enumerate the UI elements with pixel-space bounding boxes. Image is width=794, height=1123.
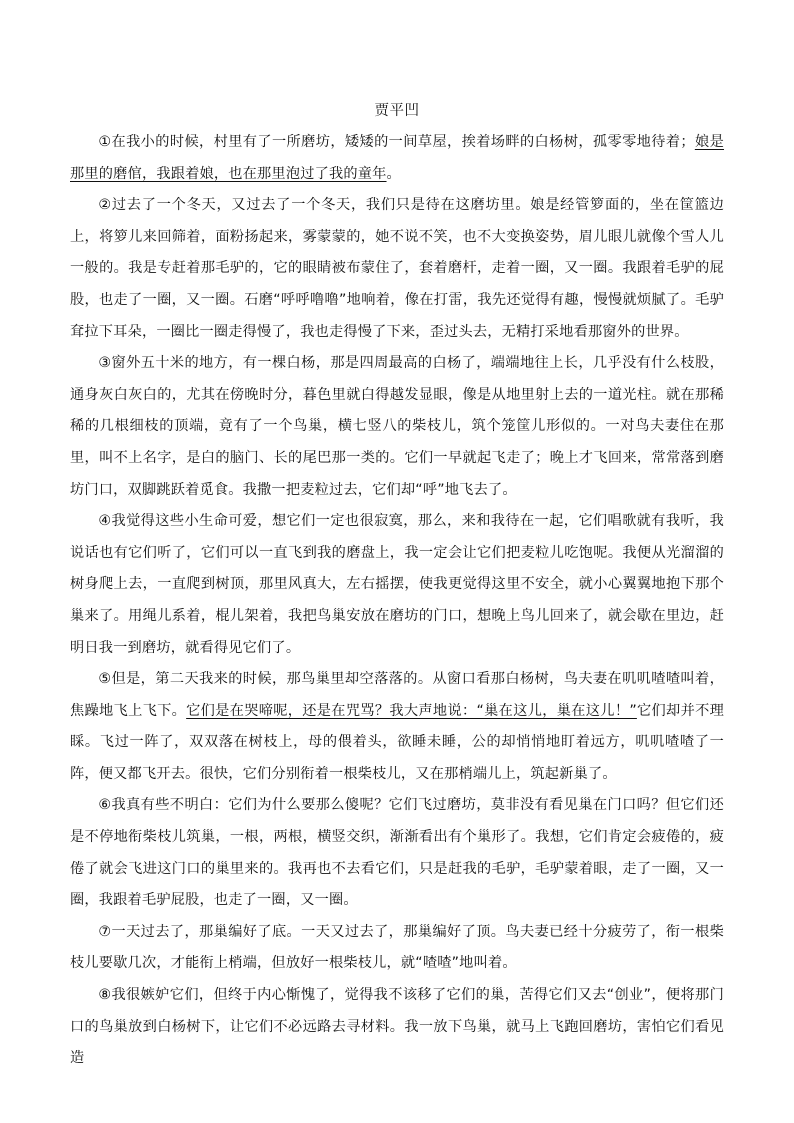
paragraph-text: 它们却并不理睬。飞过一阵了，双双落在树枝上，母的偎着头，欲睡未睡，公的却悄悄地盯着远方，叽叽喳喳了一阵，便又都飞开去。很快，它们分别衔着一根柴枝儿，又在那梢端儿上，筑起新巢了。 xyxy=(70,702,724,782)
paragraph-text: ⑤但是，第二天我来的时候，那鸟巢里却空落落的。从窗口看那白杨树，鸟夫妻在叽叽喳喳叫着，焦躁地飞上飞下。 xyxy=(70,671,724,719)
author-name: 贾平凹 xyxy=(374,103,420,119)
paragraph-2 xyxy=(70,190,724,348)
paragraph-5 xyxy=(70,664,724,790)
underlined-sentence: 它们是在哭啼呢，还是在咒骂？我大声地说：“巢在这儿，巢在这儿！” xyxy=(186,702,637,719)
article xyxy=(70,98,724,1075)
paragraph-text: ⑦一天过去了，那巢编好了底。一天又过去了，那巢编好了顶。鸟夫妻已经十分疲劳了，衔一根柴枝儿要歇几次，才能衔上梢端，但放好一根柴枝儿，就“喳喳”地叫着。 xyxy=(70,923,724,972)
paragraph-text: ③窗外五十米的地方，有一棵白杨，那是四周最高的白杨了，端端地往上长，几乎没有什么枝股，通身灰白灰白的，尤其在傍晚时分，暮色里就白得越发显眼，像是从地里射上去的一道光柱。就在那稀稀的几根细枝的顶端，竟有了一个鸟巢，横七竖八的柴枝儿，筑个笼筐儿形似的。一对鸟夫妻住在那里，叫不上名字，是白的脑门、长的尾巴那一类的。它们一早就起飞走了；晚上才飞回来，常常落到磨坊门口，双脚跳跃着觅食。我撒一把麦粒过去，它们却“呼”地飞去了。 xyxy=(70,355,724,498)
underlined-sentence: 娘是那里的磨倌，我跟着娘，也在那里泡过了我的童年 xyxy=(70,134,725,182)
paragraph-text: ⑥我真有些不明白：它们为什么要那么傻呢？它们飞过磨坊，莫非没有看见巢在门口吗？但它们还是不停地衔柴枝儿筑巢，一根，两根，横竖交织，渐渐看出有个巢形了。我想，它们肯定会疲倦的，疲倦了就会飞进这门口的巢里来的。我再也不去看它们，只是赶我的毛驴，毛驴蒙着眼，走了一圈，又一圈，我跟着毛驴屁股，也走了一圈，又一圈。 xyxy=(70,797,724,909)
paragraph-text: ④我觉得这些小生命可爱，想它们一定也很寂寞，那么，来和我待在一起，它们唱歌就有我听，我说话也有它们听了，它们可以一直飞到我的磨盘上，我一定会让它们把麦粒儿吃饱呢。我便从光溜溜的树身爬上去，一直爬到树顶，那里风真大，左右摇摆，使我更觉得这里不安全，就小心翼翼地抱下那个巢来了。用绳儿系着，棍儿架着，我把鸟巢安放在磨坊的门口，想晚上鸟儿回来了，就会歇在里边，赶明日我一到磨坊，就看得见它们了。 xyxy=(70,513,724,656)
paragraph-text: ②过去了一个冬天，又过去了一个冬天，我们只是待在这磨坊里。娘是经管箩面的，坐在筐篮边上，将箩儿来回筛着，面粉扬起来，雾蒙蒙的，她不说不笑，也不大变换姿势，眉儿眼儿就像个雪人儿一般的。我是专赶着那毛驴的，它的眼睛被布蒙住了，套着磨杆，走着一圈，又一圈。我跟着毛驴的屁股，也走了一圈，又一圈。石磨“呼呼噜噜”地响着，像在打雷，我先还觉得有趣，慢慢就烦腻了。毛驴耷拉下耳朵，一圈比一圈走得慢了，我也走得慢了下来，歪过头去，无精打采地看那窗外的世界。 xyxy=(70,197,724,340)
paragraph-7 xyxy=(70,917,724,980)
paragraph-4 xyxy=(70,506,724,664)
paragraph-1 xyxy=(70,127,724,190)
paragraph-text: ①在我小的时候，村里有了一所磨坊，矮矮的一间草屋，挨着场畔的白杨树，孤零零地待着； xyxy=(98,134,695,150)
paragraph-3 xyxy=(70,348,724,506)
paragraph-text: 。 xyxy=(386,165,401,182)
paragraph-6 xyxy=(70,790,724,916)
paragraph-text: ⑧我很嫉妒它们，但终于内心惭愧了，觉得我不该移了它们的巢，苦得它们又去“创业”，便将那门口的鸟巢放到白杨树下，让它们不必远路去寻材料。我一放下鸟巢，就马上飞跑回磨坊，害怕它们看见造 xyxy=(70,987,724,1067)
paragraph-8 xyxy=(70,980,724,1075)
